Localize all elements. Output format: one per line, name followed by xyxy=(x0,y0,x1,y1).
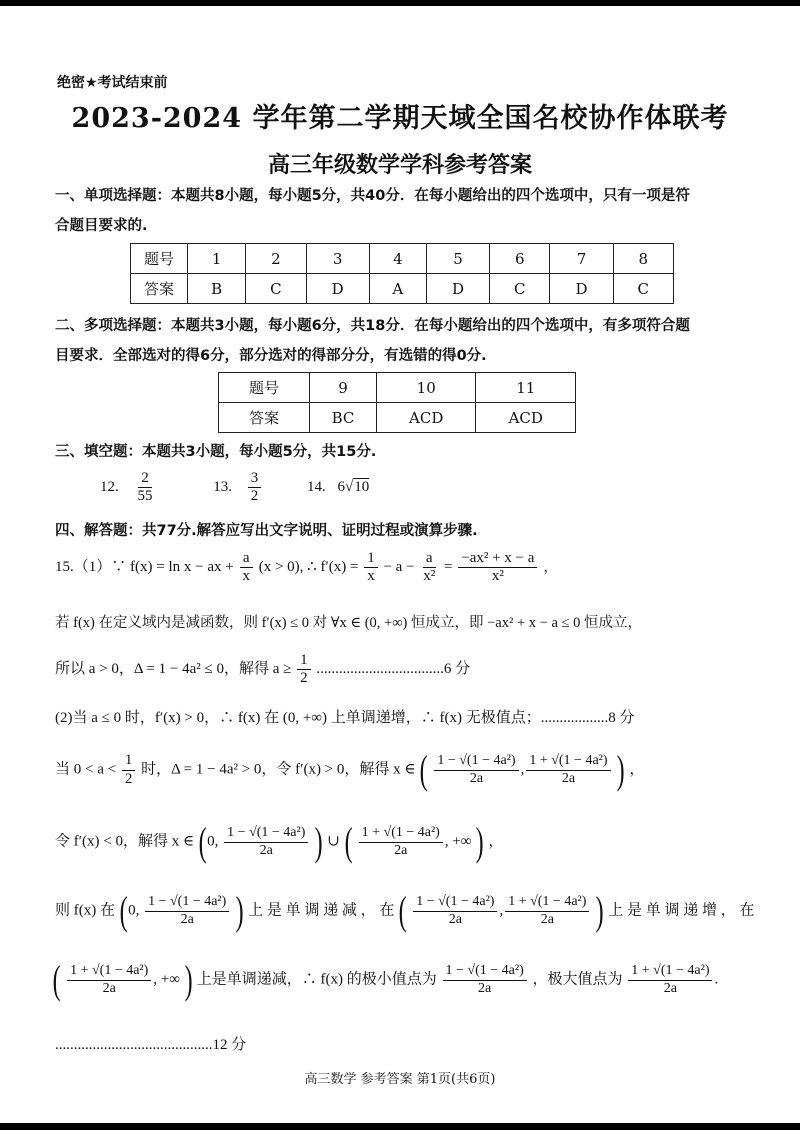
q12-denominator: 55 xyxy=(137,488,153,505)
denominator: 2a xyxy=(180,911,194,927)
right-paren: ) xyxy=(314,819,323,864)
answer-cell: C xyxy=(490,274,550,304)
l3-text-a: 所以 a > 0，Δ = 1 − 4a² ≤ 0，解得 a ≥ xyxy=(55,661,292,678)
l1-text-a: 15.（1）∵ f(x) = ln x − ax + xyxy=(55,559,234,576)
denominator: x² xyxy=(423,568,436,585)
solution-line-9: ..........................................12 分 xyxy=(55,1037,247,1053)
solution-line-5: 当 0 < a < $\frac{1}{2}$ 时，Δ = 1 − 4a² > 0，令 f′(x) > 0，解得 x ∈ ( $\frac{\text{1 − √(1 − 4a²)}}{2a}$ , $\frac{\text{1 + √(1 − 4a²)}}{2a}$ ) ， xyxy=(55,747,645,792)
fraction xyxy=(458,550,537,586)
answer-cell: D xyxy=(550,274,613,304)
l6-text-a: 令 f′(x) < 0，解得 x ∈ xyxy=(55,833,195,850)
l1-text-c: − a − xyxy=(383,559,415,576)
single-choice-answer-table xyxy=(130,243,674,304)
numerator: 1 + √(1 − 4a²) xyxy=(67,963,151,980)
numerator: 1 − √(1 − 4a²) xyxy=(434,753,518,770)
question-number: 10 xyxy=(376,373,476,403)
fraction xyxy=(628,963,712,996)
numerator: 1 − √(1 − 4a²) xyxy=(443,963,527,980)
question-number: 3 xyxy=(306,244,369,274)
fill-in-answers xyxy=(100,470,369,506)
fraction xyxy=(122,752,136,788)
denominator: 2 xyxy=(124,770,133,787)
exam-subtitle: 高三年级数学学科参考答案 xyxy=(267,152,532,178)
numerator: a xyxy=(240,550,253,568)
fraction xyxy=(434,753,518,786)
answer-cell: ACD xyxy=(476,403,576,433)
answer-cell: BC xyxy=(310,403,377,433)
l7-zero: 0, xyxy=(128,902,140,919)
l5-text-b: 时，Δ = 1 − 4a² > 0，令 f′(x) > 0，解得 x ∈ xyxy=(141,761,416,778)
right-paren: ) xyxy=(475,819,484,864)
numerator: −ax² + x − a xyxy=(458,550,537,568)
l1-text-d: = xyxy=(444,559,453,576)
denominator: 2a xyxy=(448,911,462,927)
fraction xyxy=(443,963,527,996)
row-label-answer: 答案 xyxy=(131,274,188,304)
denominator: x² xyxy=(491,568,504,585)
section3-heading: 三、填空题：本题共3小题，每小题5分，共15分. xyxy=(55,444,377,460)
l8-text-a: 上是单调递减，∴ f(x) 的极小值点为 xyxy=(196,971,437,988)
table-row xyxy=(219,373,576,403)
numerator: 1 − √(1 − 4a²) xyxy=(224,825,308,842)
fraction xyxy=(224,825,308,858)
q13-denominator: 2 xyxy=(250,488,259,505)
question-number: 2 xyxy=(246,244,306,274)
numerator: 1 + √(1 − 4a²) xyxy=(628,963,712,980)
q12-numerator: 2 xyxy=(138,470,152,488)
fraction xyxy=(413,894,497,927)
q12-fraction xyxy=(135,470,156,506)
exam-title: 2023-2024 学年第二学期天域全国名校协作体联考 xyxy=(71,103,729,134)
l7-text-b: 上 是 单 调 递 减 ， 在 xyxy=(248,902,395,919)
bottom-border xyxy=(0,1123,800,1130)
numerator: 1 + √(1 − 4a²) xyxy=(505,894,589,911)
denominator: x xyxy=(242,568,250,585)
fraction xyxy=(67,963,151,996)
table-row xyxy=(131,274,674,304)
l6-zero: 0, xyxy=(207,833,219,850)
denominator: 2a xyxy=(102,980,116,996)
denominator: 2a xyxy=(540,911,554,927)
denominator: 2a xyxy=(259,842,273,858)
l8-text-c: . xyxy=(714,971,719,988)
numerator: a xyxy=(423,550,436,568)
solution-line-7: 则 f(x) 在 (0, $\frac{\text{1 − √(1 − 4a²)}}{2a}$ ) 上 是 单 调 递 减 ， 在 ( $\frac{\text{1 − √(1 − 4a²)}}{2a}$ , $\frac{\text{1 + √(1 − 4a²)}}{2a}$ ) 上 是 单 调 递 增 ， 在 xyxy=(55,888,755,933)
answer-cell: ACD xyxy=(376,403,476,433)
question-number: 5 xyxy=(427,244,490,274)
question-number: 11 xyxy=(476,373,576,403)
fraction xyxy=(145,894,229,927)
denominator: 2a xyxy=(469,770,484,786)
fraction xyxy=(505,894,589,927)
q13-label: 13. xyxy=(213,479,232,496)
question-number: 9 xyxy=(310,373,377,403)
section1-heading-line1: 一、单项选择题：本题共8小题，每小题5分，共40分．在每小题给出的四个选项中，只有一项是符 xyxy=(55,188,690,204)
q13-fraction xyxy=(248,470,262,506)
l3-text-b: ..................................6 分 xyxy=(316,661,471,678)
l6-infinity: , +∞ xyxy=(444,833,472,850)
left-paren: ( xyxy=(52,957,61,1002)
left-paren: ( xyxy=(119,888,128,933)
section1-heading-line2: 合题目要求的. xyxy=(55,218,148,234)
solution-line-8 xyxy=(52,957,719,1002)
question-number: 1 xyxy=(188,244,246,274)
denominator: 2a xyxy=(478,980,492,996)
sqrt-symbol: √ xyxy=(345,479,354,496)
answer-cell: D xyxy=(427,274,490,304)
fraction xyxy=(420,550,438,586)
fraction xyxy=(526,753,610,786)
left-paren: ( xyxy=(344,819,353,864)
row-label-question: 题号 xyxy=(131,244,188,274)
numerator: 1 xyxy=(297,652,311,670)
table-row xyxy=(219,403,576,433)
l5-text-c: ， xyxy=(629,761,645,778)
q14-radicand: 10 xyxy=(354,479,370,496)
right-paren: ) xyxy=(184,957,193,1002)
denominator: 2a xyxy=(394,842,408,858)
numerator: 1 + √(1 − 4a²) xyxy=(526,753,610,770)
solution-line-1 xyxy=(55,550,558,586)
fraction xyxy=(359,825,443,858)
left-paren: ( xyxy=(198,819,207,864)
union-symbol: ∪ xyxy=(327,833,340,850)
numerator: 1 − √(1 − 4a²) xyxy=(413,894,497,911)
right-paren: ) xyxy=(616,747,625,792)
row-label-answer: 答案 xyxy=(219,403,310,433)
answer-cell: B xyxy=(188,274,246,304)
answer-cell: C xyxy=(246,274,306,304)
denominator: 2a xyxy=(561,770,576,786)
q13-numerator: 3 xyxy=(248,470,262,488)
l6-end: ， xyxy=(488,833,504,850)
question-number: 4 xyxy=(369,244,426,274)
numerator: 1 + √(1 − 4a²) xyxy=(359,825,443,842)
l8-text-b: ，极大值点为 xyxy=(532,971,623,988)
l7-text-a: 则 f(x) 在 xyxy=(55,902,115,919)
l1-text-b: (x > 0), ∴ f′(x) = xyxy=(258,559,359,576)
solution-line-3 xyxy=(55,652,470,688)
l5-text-a: 当 0 < a < xyxy=(55,761,117,778)
fraction xyxy=(297,652,311,688)
q14-coefficient: 6 xyxy=(337,479,345,496)
question-number: 7 xyxy=(550,244,613,274)
numerator: 1 xyxy=(122,752,136,770)
l1-text-e: ， xyxy=(543,559,559,576)
numerator: 1 xyxy=(364,550,378,568)
section2-heading-line2: 目要求．全部选对的得6分，部分选对的得部分分，有选错的得0分. xyxy=(55,348,487,364)
solution-line-2: 若 f(x) 在定义域内是减函数，则 f′(x) ≤ 0 对 ∀x ∈ (0, +∞) 恒成立，即 −ax² + x − a ≤ 0 恒成立， xyxy=(55,615,642,631)
answer-cell: C xyxy=(613,274,673,304)
question-number: 6 xyxy=(490,244,550,274)
table-row xyxy=(131,244,674,274)
answer-cell: A xyxy=(369,274,426,304)
q12-label: 12. xyxy=(100,479,119,496)
top-border xyxy=(0,0,800,6)
q14-label: 14. xyxy=(307,479,326,496)
secret-label: 绝密★考试结束前 xyxy=(57,75,168,91)
section2-heading-line1: 二、多项选择题：本题共3小题，每小题6分，共18分．在每小题给出的四个选项中，有多项符合题 xyxy=(55,318,690,334)
page-footer: 高三数学 参考答案 第1页(共6页) xyxy=(304,1072,496,1087)
solution-line-4: (2)当 a ≤ 0 时，f′(x) > 0，∴ f(x) 在 (0, +∞) 上单调递增，∴ f(x) 无极值点；..................8 分 xyxy=(55,710,635,726)
right-paren: ) xyxy=(235,888,244,933)
answer-cell: D xyxy=(306,274,369,304)
denominator: x xyxy=(367,568,375,585)
fraction xyxy=(239,550,253,586)
left-paren: ( xyxy=(398,888,407,933)
section4-heading: 四、解答题：共77分.解答应写出文字说明、证明过程或演算步骤. xyxy=(55,523,478,539)
question-number: 8 xyxy=(613,244,673,274)
solution-line-6 xyxy=(55,819,504,864)
numerator: 1 − √(1 − 4a²) xyxy=(145,894,229,911)
left-paren: ( xyxy=(419,747,428,792)
row-label-question: 题号 xyxy=(219,373,310,403)
l8-infinity: , +∞ xyxy=(153,971,180,988)
l7-text-c: 上 是 单 调 递 增 ， 在 xyxy=(608,902,755,919)
fraction xyxy=(364,550,378,586)
multi-choice-answer-table xyxy=(218,372,576,433)
right-paren: ) xyxy=(595,888,604,933)
denominator: 2a xyxy=(663,980,677,996)
denominator: 2 xyxy=(300,670,308,687)
